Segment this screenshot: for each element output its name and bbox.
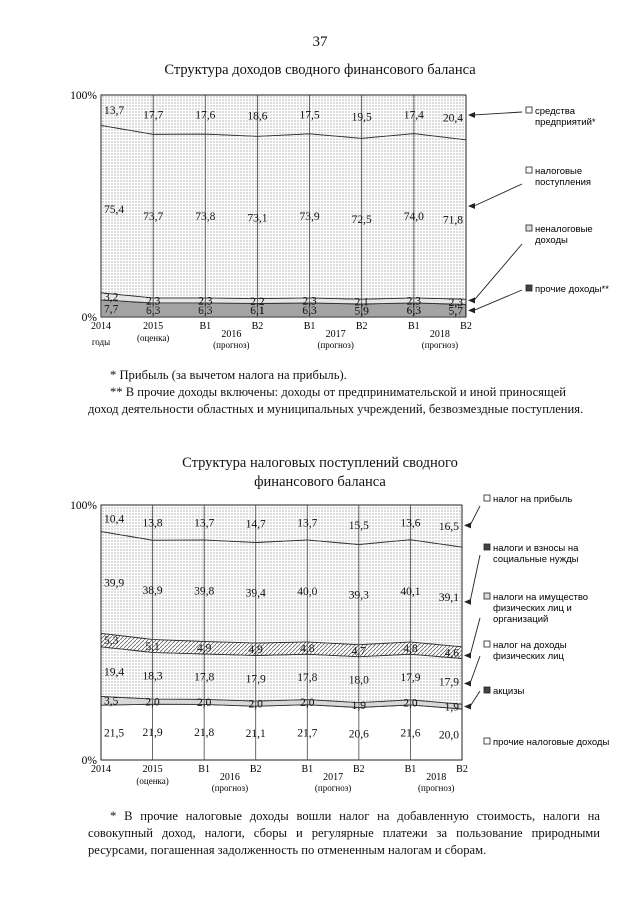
data-label: 39,4	[245, 587, 266, 600]
y-tick-100: 100%	[70, 500, 97, 512]
x-year-label: 2016	[221, 329, 242, 340]
data-label: 73,1	[247, 212, 268, 225]
x-year-label: 2017	[323, 772, 344, 783]
legend-arrow	[470, 656, 480, 684]
legend-label: неналоговые	[535, 224, 593, 235]
data-label: 20,4	[442, 112, 463, 125]
data-label: 6,3	[145, 305, 161, 317]
legend-label: налог на доходы	[493, 640, 567, 651]
data-label: 73,8	[195, 211, 216, 223]
data-label: 5,7	[448, 305, 463, 318]
data-label: 38,9	[142, 584, 163, 597]
x-sub-label: годы	[91, 337, 111, 347]
data-label: 21,1	[245, 728, 266, 741]
y-tick-100: 100%	[70, 90, 97, 102]
x-tick-label: 2014	[91, 764, 111, 775]
data-label: 3,2	[104, 291, 119, 304]
legend-label: физических лиц	[493, 651, 564, 662]
x-year-label: 2017	[325, 329, 346, 340]
legend-arrow-head	[464, 703, 471, 709]
legend-arrow	[470, 555, 480, 602]
data-label: 17,5	[299, 109, 320, 122]
chart2-footnote: * В прочие налоговые доходы вошли налог на добавленную стоимость, налоги на совокупный доход, налоги, сборы и регулярные платежи за пользование природными ресурсами, погашенная задолженность по отмененным налогам и сборам.	[88, 809, 600, 857]
x-tick-label: B2	[355, 321, 368, 332]
data-label: 4,7	[351, 645, 367, 658]
data-label: 21,8	[194, 727, 215, 740]
chart1-footnote-2: ** В прочие доходы включены: доходы от предпринимательской и иной приносящей доход деятельности областных и муниципальных учреждений, безвозмездные поступления.	[88, 385, 584, 416]
legend-arrow	[470, 618, 480, 655]
x-tick-label: B1	[198, 764, 210, 775]
chart1-title: Структура доходов сводного финансового баланса	[164, 62, 476, 78]
legend-label: доходы	[535, 235, 568, 246]
data-label: 39,1	[438, 591, 459, 604]
data-label: 18,0	[348, 674, 369, 687]
x-tick-label: B1	[199, 321, 212, 332]
data-label: 13,7	[104, 105, 125, 118]
data-label: 2,0	[403, 697, 418, 710]
legend-arrow-head	[464, 681, 471, 687]
data-label: 2,3	[448, 296, 463, 309]
data-label: 18,6	[247, 110, 268, 123]
data-label: 1,9	[351, 700, 367, 712]
data-label: 40,1	[400, 585, 421, 598]
legend-label: налоги на имущество	[493, 592, 589, 603]
data-label: 2,0	[248, 698, 263, 711]
data-label: 10,4	[104, 513, 125, 526]
x-year-label: 2018	[426, 772, 447, 783]
legend-label: прочие доходы**	[535, 284, 609, 295]
data-label: 17,9	[245, 673, 266, 686]
legend-label: физических лиц и	[493, 603, 572, 614]
data-label: 2,1	[354, 296, 369, 309]
y-tick-0: 0%	[81, 755, 97, 767]
x-sub-label: (оценка)	[136, 333, 170, 343]
data-label: 39,8	[194, 585, 215, 598]
data-label: 72,5	[351, 213, 372, 226]
data-label: 13,6	[400, 517, 421, 530]
legend-swatch	[484, 738, 490, 744]
x-sub-label: (прогноз)	[418, 783, 455, 793]
data-label: 6,1	[250, 305, 265, 318]
data-label: 17,4	[403, 109, 424, 122]
data-label: 4,6	[444, 647, 459, 660]
data-label: 2,3	[406, 295, 422, 308]
data-label: 17,8	[194, 671, 215, 684]
x-tick-label: 2015	[142, 764, 163, 775]
data-label: 73,9	[299, 210, 320, 223]
x-tick-label: 2015	[143, 321, 164, 332]
data-label: 21,5	[104, 727, 125, 740]
x-year-label: 2018	[429, 329, 450, 340]
data-label: 20,6	[348, 728, 369, 741]
data-label: 13,8	[142, 517, 163, 530]
data-label: 2,3	[302, 295, 317, 308]
x-tick-label: B2	[456, 764, 468, 775]
data-label: 21,6	[400, 727, 421, 740]
data-label: 17,8	[297, 671, 318, 684]
data-label: 2,0	[196, 696, 212, 709]
data-label: 16,5	[438, 521, 459, 533]
data-label: 5,1	[145, 640, 160, 653]
legend-swatch	[484, 687, 490, 693]
legend-swatch	[484, 641, 490, 647]
data-label: 4,8	[300, 643, 315, 656]
legend-arrow-head	[464, 522, 471, 528]
legend-arrow-head	[464, 652, 471, 658]
x-sub-label: (оценка)	[136, 776, 169, 786]
x-tick-label: B2	[251, 321, 264, 332]
x-tick-label: 2014	[91, 321, 111, 332]
data-label: 19,5	[351, 111, 372, 124]
data-label: 2,0	[300, 697, 315, 710]
data-label: 19,4	[104, 666, 125, 679]
data-label: 17,9	[400, 672, 421, 684]
data-label: 3,5	[104, 695, 119, 708]
data-label: 6,3	[198, 305, 213, 317]
data-label: 17,6	[195, 109, 216, 122]
data-label: 18,3	[142, 670, 163, 683]
legend-label: налог на прибыль	[493, 494, 573, 505]
data-label: 1,9	[444, 701, 459, 714]
data-label: 2,3	[198, 295, 213, 308]
legend-label: акцизы	[493, 686, 525, 697]
legend-label: поступления	[535, 177, 592, 188]
y-tick-0: 0%	[81, 312, 97, 324]
data-label: 2,2	[250, 296, 265, 308]
x-tick-label: B1	[404, 764, 417, 775]
data-label: 74,0	[403, 210, 424, 223]
data-label: 20,0	[438, 729, 459, 742]
chart2-title-text: Структура налоговых поступлений сводного финансового баланса	[182, 455, 458, 490]
data-label: 17,7	[143, 109, 164, 122]
data-label: 75,4	[104, 204, 125, 217]
data-label: 4,9	[248, 644, 263, 657]
data-label: 7,7	[104, 303, 119, 316]
x-sub-label: (прогноз)	[421, 340, 459, 350]
x-tick-label: B1	[408, 321, 420, 332]
data-label: 5,9	[354, 305, 369, 318]
data-label: 2,3	[145, 295, 161, 308]
data-label: 21,9	[142, 727, 163, 740]
data-label: 13,7	[297, 517, 318, 530]
legend-swatch	[484, 593, 490, 599]
x-sub-label: (прогноз)	[211, 783, 249, 793]
legend-label: социальные нужды	[493, 554, 579, 565]
data-label: 13,7	[194, 517, 215, 530]
data-label: 6,3	[406, 305, 422, 317]
x-sub-label: (прогноз)	[317, 340, 354, 350]
x-year-label: 2016	[219, 772, 240, 783]
legend-label: предприятий*	[535, 117, 596, 128]
x-tick-label: B2	[249, 764, 262, 775]
data-label: 17,9	[438, 676, 459, 689]
x-sub-label: (прогноз)	[314, 783, 352, 793]
chart1-footnote-1: * Прибыль (за вычетом налога на прибыль).	[110, 368, 347, 382]
legend-swatch	[484, 495, 490, 501]
data-label: 4,9	[196, 642, 212, 655]
data-label: 2,0	[145, 696, 160, 709]
data-label: 21,7	[297, 727, 318, 740]
page-number: 37	[312, 34, 328, 50]
data-label: 6,3	[302, 305, 317, 317]
legend-label: средства	[535, 106, 575, 117]
x-sub-label: (прогноз)	[213, 340, 250, 350]
data-label: 4,8	[403, 643, 418, 656]
data-label: 71,8	[442, 214, 463, 227]
legend-label: налоги и взносы на	[493, 543, 579, 554]
data-label: 14,7	[245, 518, 266, 531]
x-tick-label: B2	[353, 764, 365, 775]
x-tick-label: B1	[303, 321, 316, 332]
data-label: 39,3	[348, 589, 369, 602]
legend-label: налоговые	[535, 166, 583, 177]
x-tick-label: B2	[460, 321, 472, 332]
data-label: 73,7	[143, 211, 164, 224]
x-tick-label: B1	[301, 764, 314, 775]
legend-label: прочие налоговые доходы	[493, 737, 610, 748]
data-label: 40,0	[297, 585, 318, 598]
data-label: 5,3	[104, 635, 119, 647]
legend-arrow	[470, 506, 480, 525]
legend-arrow	[470, 691, 480, 706]
legend-label: организаций	[493, 614, 549, 625]
data-label: 39,9	[104, 577, 125, 590]
data-label: 15,5	[348, 519, 369, 532]
legend-arrow-head	[464, 599, 471, 605]
legend-swatch	[484, 544, 490, 550]
